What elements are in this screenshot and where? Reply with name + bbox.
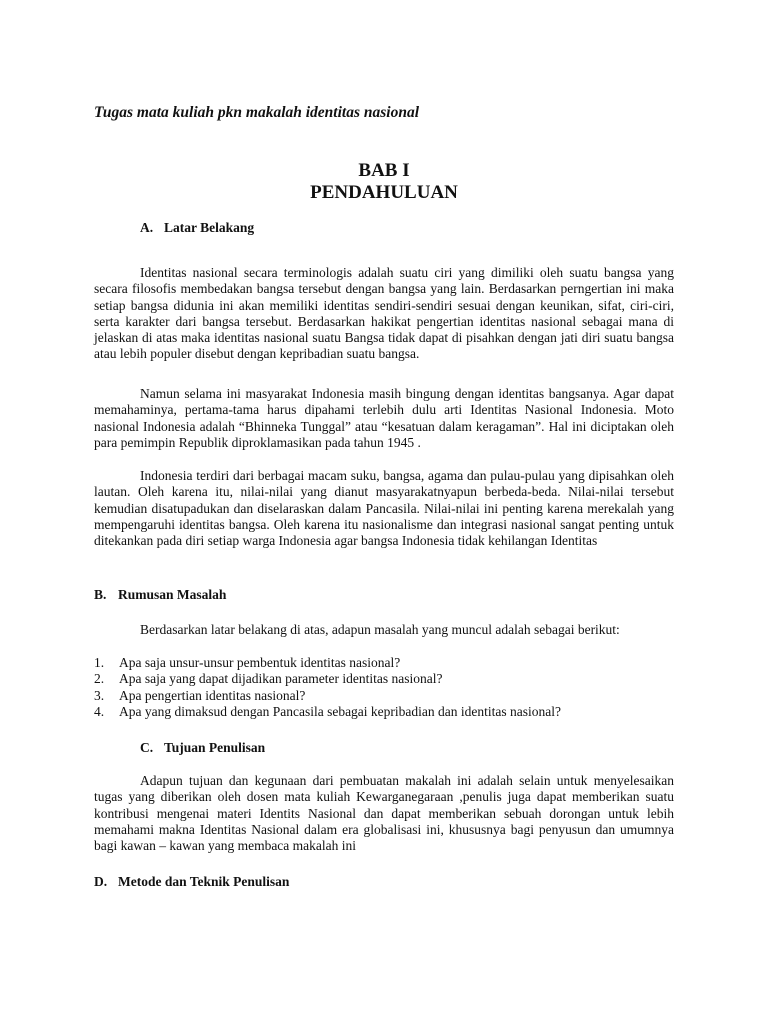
section-a-label: A. [140,220,154,235]
list-item: 1. Apa saja unsur-unsur pembentuk identitas nasional? [94,655,401,670]
section-b-intro: Berdasarkan latar belakang di atas, adapun masalah yang muncul adalah sebagai berikut: [140,622,620,637]
document-title: Tugas mata kuliah pkn makalah identitas nasional [94,104,420,121]
question-list [94,655,674,720]
section-b-title: Rumusan Masalah [118,587,227,602]
section-a-heading [140,220,254,236]
section-c-label: C. [140,740,154,755]
list-item: 4. Apa yang dimaksud dengan Pancasila sebagai kepribadian dan identitas nasional? [94,703,561,719]
section-c-heading [140,740,265,756]
chapter-title: PENDAHULUAN [310,182,458,203]
section-d-label: D. [94,874,108,889]
section-a-paragraph-2: Namun selama ini masyarakat Indonesia masih bingung dengan identitas bangsanya. Agar dapat memahaminya, pertama-tama harus dipahami terlebih dulu arti Identitas Nasional Indonesia. Moto nasional Indonesia adalah “Bhinneka Tunggal” atau “kesatuan dalam keragaman”. Hal ini diciptakan oleh para pemimpin Republik diproklamasikan pada tahun 1945 . [94,386,674,450]
section-a-paragraph-1: Identitas nasional secara terminologis adalah suatu ciri yang dimiliki oleh suatu bangsa yang secara filosofis membedakan bangsa tersebut dengan bangsa yang lain. Berdasarkan perngertian ini maka setiap bangsa didunia ini akan memiliki identitas sendiri-sendiri sesuai dengan keunikan, sifat, ciri-ciri, serta karakter dari bangsa tersebut. Berdasarkan hakikat pengertian identitas nasional sebagai mana di jelaskan di atas maka identitas nasional suatu Bangsa tidak dapat di pisahkan dengan jati diri suatu bangsa atau lebih populer disebut dengan kepribadian suatu bangsa. [94,265,674,362]
section-d-heading [94,874,289,890]
section-a-paragraph-3: Indonesia terdiri dari berbagai macam suku, bangsa, agama dan pulau-pulau yang dipisahkan oleh lautan. Oleh karena itu, nilai-nilai yang dianut masyarakatnyapun berbeda-beda. Nilai-nilai tersebut kemudian disatupadukan dan diselaraskan dalam Pancasila. Nilai-nilai ini penting karena merekalah yang mempengaruhi identitas bangsa. Oleh karena itu nasionalisme dan integrasi nasional sangat penting untuk ditekankan pada diri setiap warga Indonesia agar bangsa Indonesia tidak kehilangan Identitas [94,468,674,549]
section-b-heading [94,587,226,603]
section-c-paragraph: Adapun tujuan dan kegunaan dari pembuatan makalah ini adalah selain untuk menyelesaikan tugas yang diberikan oleh dosen mata kuliah Kewarganegaraan ,penulis juga dapat memberikan suatu kontribusi mengenai materi Identits Nasional dan dapat memberikan sebuah dorongan untuk lebih memahami makna Identitas Nasional dalam era globalisasi ini, khususnya bagi penyusun dan umumnya bagi kawan – kawan yang membaca makalah ini [94,773,674,854]
section-c-title: Tujuan Penulisan [164,740,266,755]
section-d-title: Metode dan Teknik Penulisan [118,874,290,889]
list-item: 2. Apa saja yang dapat dijadikan parameter identitas nasional? [94,671,443,687]
list-item: 3. Apa pengertian identitas nasional? [94,687,306,703]
chapter-number: BAB I [358,160,410,181]
section-b-label: B. [94,587,107,602]
section-a-title: Latar Belakang [164,220,255,235]
